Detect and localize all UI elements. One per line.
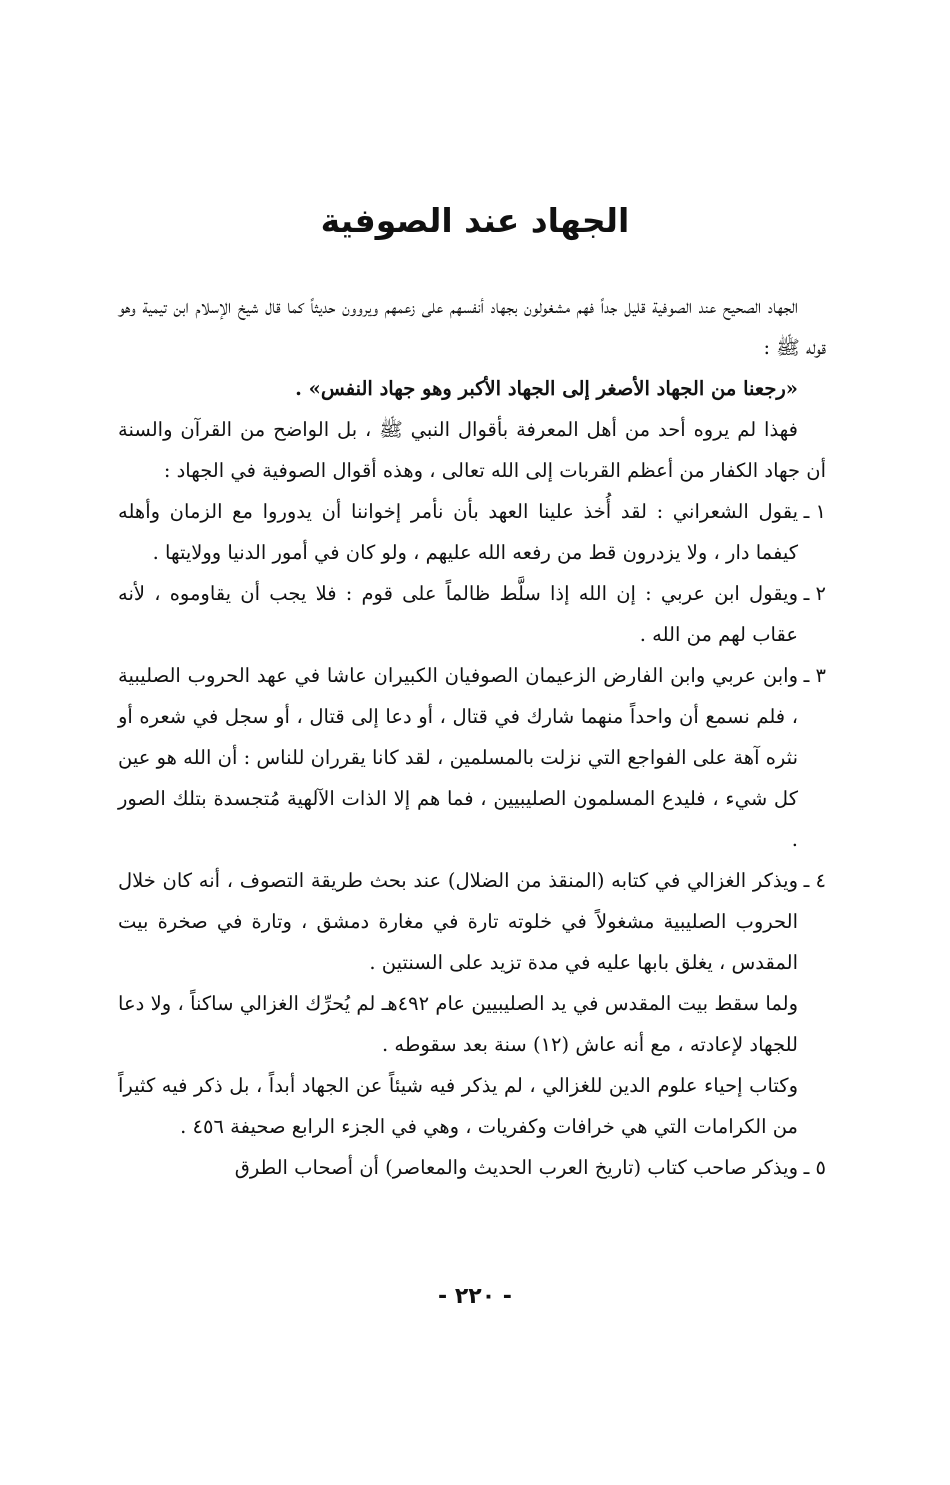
list-item-number: ٣ ـ: [803, 664, 826, 687]
page-body: [118, 286, 826, 1188]
list-item-text: وابن عربي وابن الفارض الزعيمان الصوفيان الكبيران عاشا في عهد الحروب الصليبية ، فلم نسمع أن واحداً منهما شارك في قتال ، أو دعا إلى قتال ، أو سجل في شعره أو نثره آهة على الفواجع التي نزلت بالمسلمين ، لقد كانا يقرران للناس : أن الله هو عين كل شيء ، فليدع المسلمون الصليبيين ، فما هم إلا الذات الآلهية مُتجسدة بتلك الصور .: [118, 664, 798, 851]
list-item-5: [118, 1147, 826, 1188]
list-item-text: ويذكر الغزالي في كتابه (المنقذ من الضلال) عند بحث طريقة التصوف ، أنه كان خلال الحروب الصليبية مشغولاً في خلوته تارة في مغارة دمشق ، وتارة في صخرة بيت المقدس ، يغلق بابها عليه في مدة تزيد على السنتين .: [118, 869, 798, 974]
list-item-4: [118, 860, 826, 983]
page-number: - ٢٢٠ -: [438, 1284, 512, 1309]
commentary-paragraph: فهذا لم يروه أحد من أهل المعرفة بأقوال النبي ﷺ ، بل الواضح من القرآن والسنة أن جهاد الكفار من أعظم القربات إلى الله تعالى ، وهذه أقوال الصوفية في الجهاد :: [118, 418, 826, 482]
page-title: الجهاد عند الصوفية: [320, 201, 630, 240]
item-4-continuation-1: ولما سقط بيت المقدس في يد الصليبيين عام ٤٩٢هـ لم يُحرِّك الغزالي ساكناً ، ولا دعا للجهاد لإعادته ، مع أنه عاش (١٢) سنة بعد سقوطه .: [118, 992, 798, 1056]
list-item-number: ٢ ـ: [803, 582, 826, 605]
list-item-text: ويذكر صاحب كتاب (تاريخ العرب الحديث والمعاصر) أن أصحاب الطرق: [234, 1156, 798, 1179]
hadith-quote: «رجعنا من الجهاد الأصغر إلى الجهاد الأكبر وهو جهاد النفس» .: [295, 377, 798, 400]
list-item-number: ٥ ـ: [803, 1156, 826, 1179]
list-item-text: ويقول ابن عربي : إن الله إذا سلَّط ظالماً على قوم : فلا يجب أن يقاوموه ، لأنه عقاب لهم من الله .: [118, 582, 798, 646]
list-item-1: [118, 491, 826, 573]
list-item-text: يقول الشعراني : لقد أُخذ علينا العهد بأن نأمر إخواننا أن يدوروا مع الزمان وأهله كيفما دار ، ولا يزدرون قط من رفعه الله عليهم ، ولو كان في أمور الدنيا وولايتها .: [118, 500, 798, 564]
intro-paragraph: الجهاد الصحيح عند الصوفية قليل جداً فهم مشغولون بجهاد أنفسهم على زعمهم ويروون حديثاً كما قال شيخ الإسلام ابن تيمية وهو قوله ﷺ :: [118, 295, 826, 359]
list-item-number: ١ ـ: [803, 500, 826, 523]
list-item-2: [118, 573, 826, 655]
list-item-number: ٤ ـ: [803, 869, 826, 892]
list-item-3: [118, 655, 826, 860]
item-4-continuation-2: وكتاب إحياء علوم الدين للغزالي ، لم يذكر فيه شيئاً عن الجهاد أبداً ، بل ذكر فيه كثيراً من الكرامات التي هي خرافات وكفريات ، وهي في الجزء الرابع صحيفة ٤٥٦ .: [118, 1074, 798, 1138]
